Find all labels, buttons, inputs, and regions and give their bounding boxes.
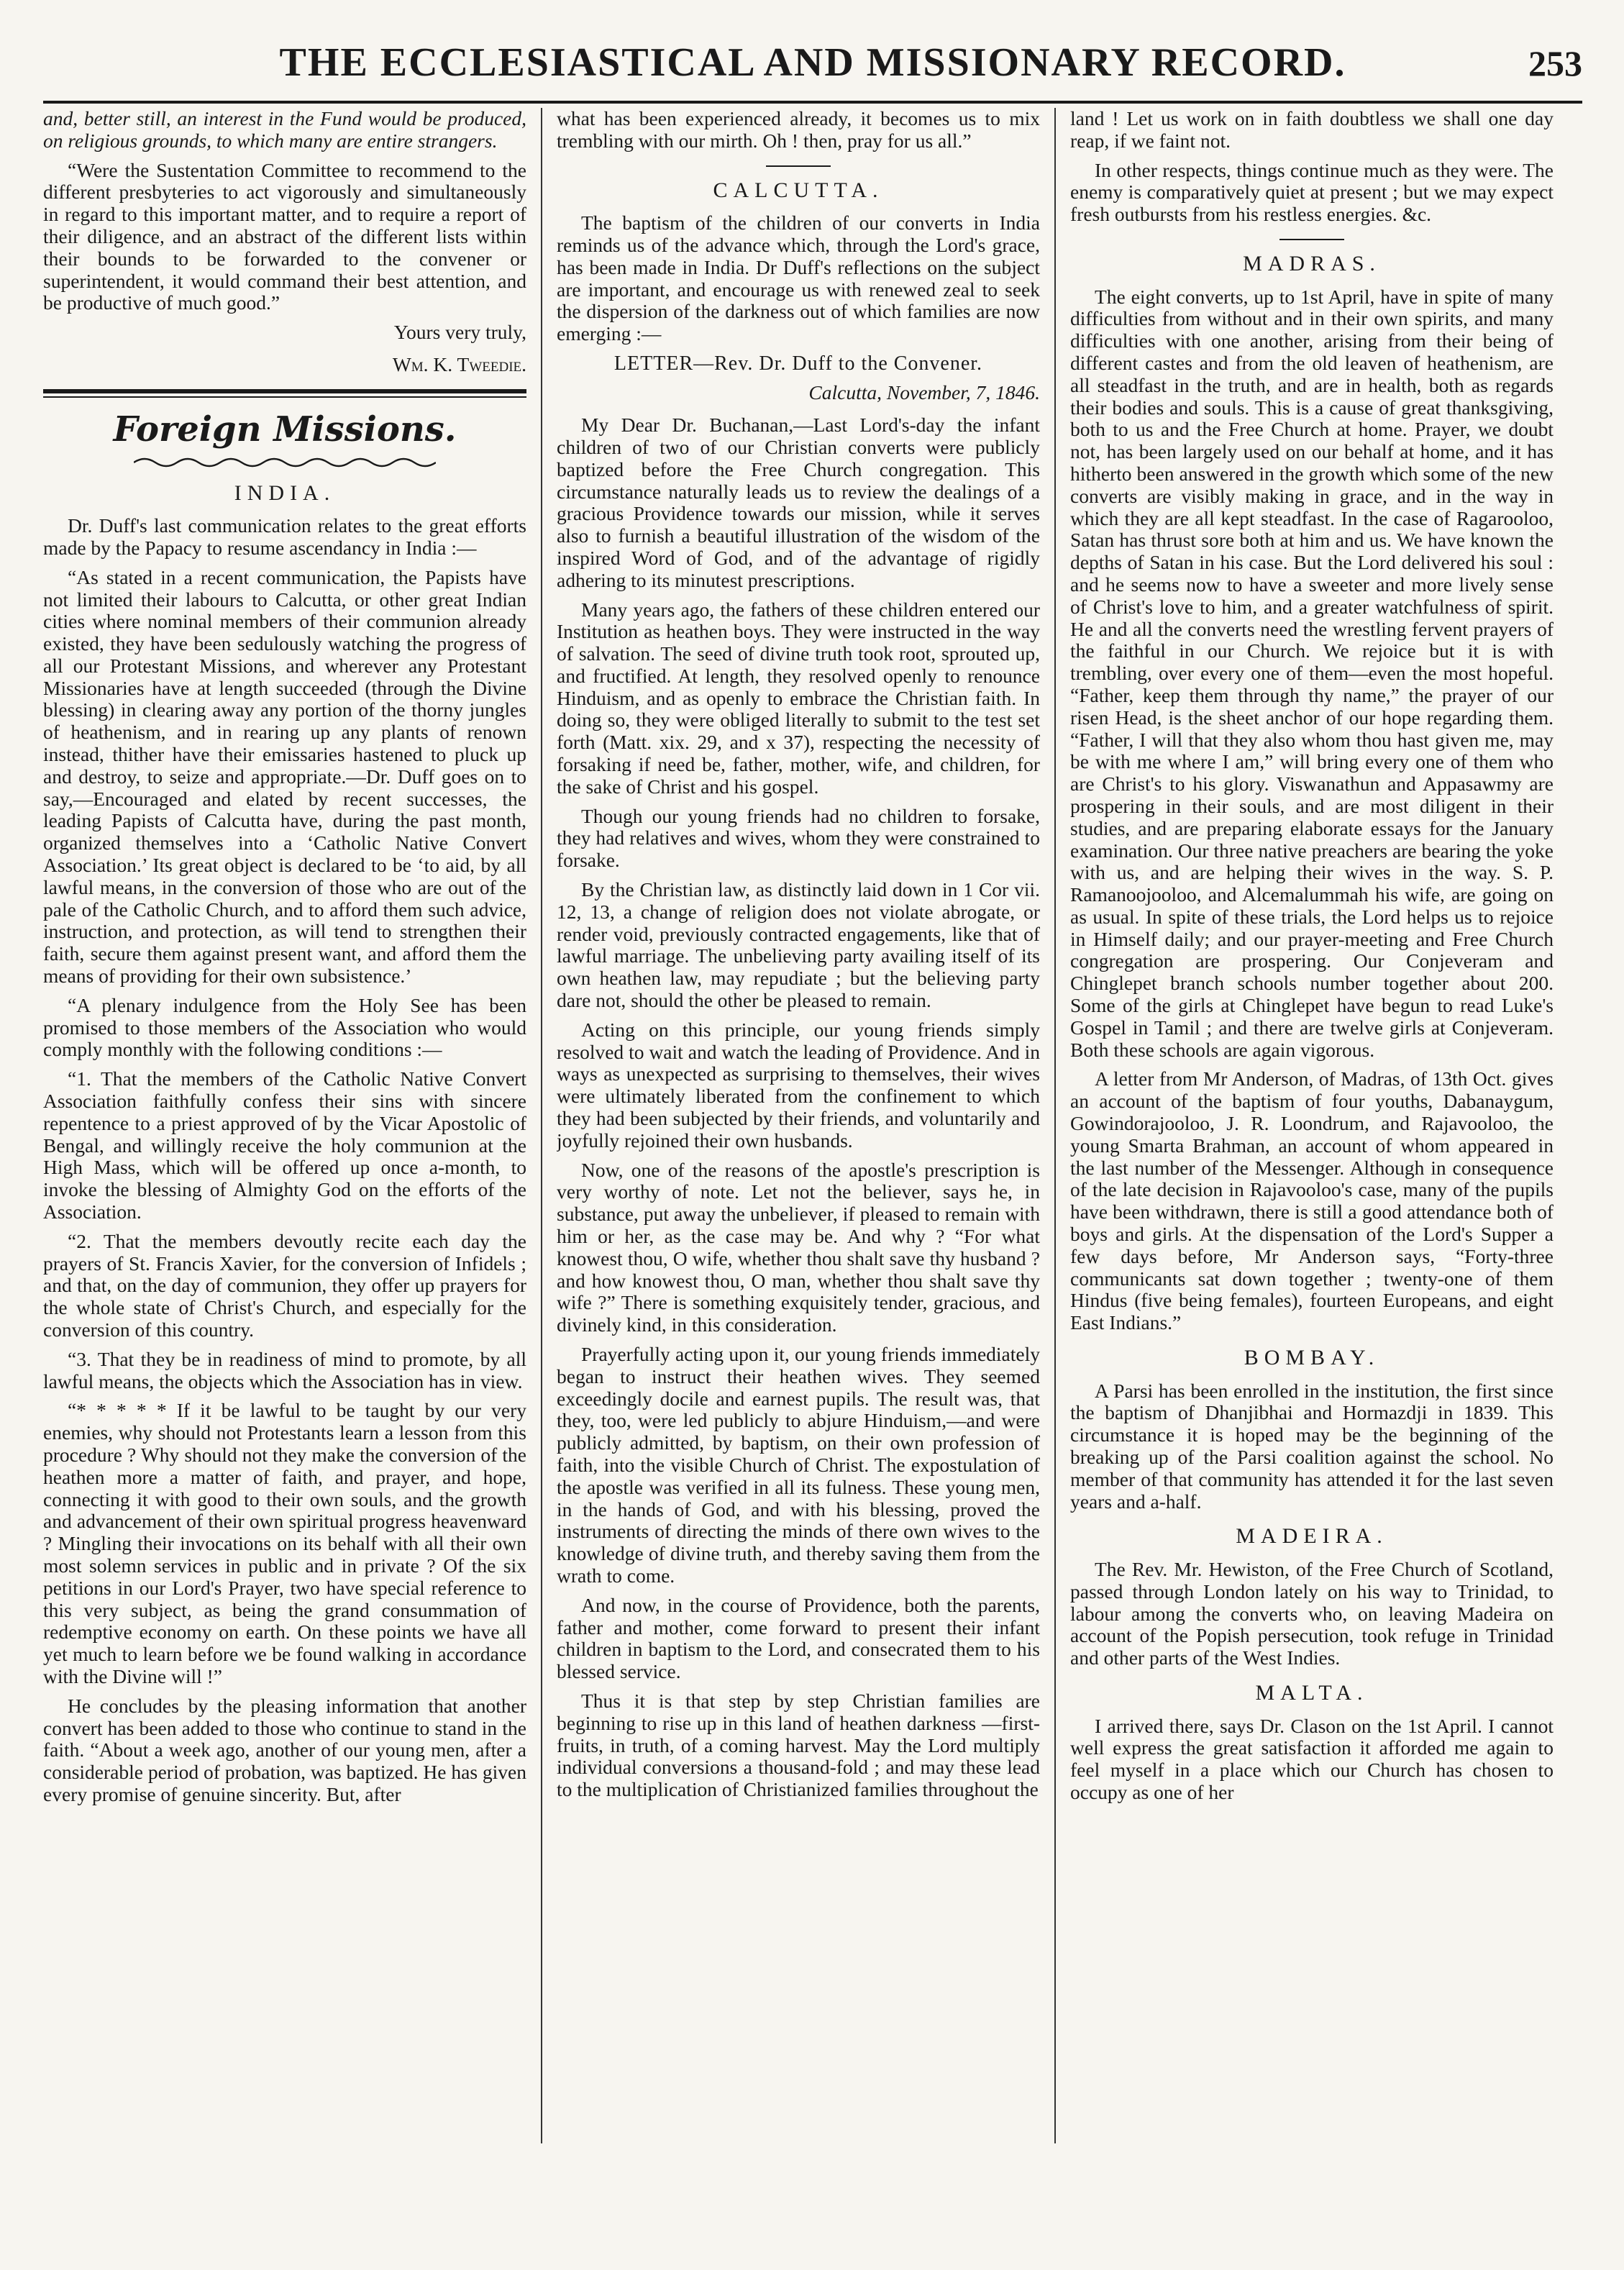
madras-heading: MADRAS. <box>1243 251 1381 275</box>
malta-heading: MALTA. <box>1255 1680 1369 1705</box>
separator-rule <box>766 165 831 167</box>
paragraph: In other respects, things continue much as they were. The enemy is comparatively quiet at present ; but we may expect fresh outbursts from his restless energies. &c. <box>1070 158 1554 226</box>
section-rule <box>43 389 526 393</box>
separator-rule <box>1279 239 1344 240</box>
paragraph: I arrived there, says Dr. Clason on the 1st April. I cannot well express the great satisfaction it afforded me again to feel myself in a place which our Church has chosen to occupy as one of her <box>1070 1714 1554 1803</box>
column-right <box>1070 108 1554 2143</box>
paragraph: Thus it is that step by step Christian families are beginning to rise up in this land of heathen darkness —first-fruits, in truth, of a coming harvest. May the Lord multiply individual conversions a thousand-fold ; and may these lead to the multiplication of Christianized families throughout the <box>557 1689 1040 1801</box>
paragraph: Prayerfully acting upon it, our young friends immediately began to instruct their heathen wives. They seemed exceedingly docile and earnest pupils. The result was, that they, too, were led publicly to abjure Hinduism,—and were publicly admitted, by baptism, on their own profession of faith, into the visible Church of Christ. The expostulation of the apostle was verified in all its fulness. These young men, in the hands of God, and with his blessing, proved the instruments of directing the minds of there own wives to the knowledge of divine truth, and thereby saving them from the wrath to come. <box>557 1343 1040 1587</box>
paragraph: A letter from Mr Anderson, of Madras, of 13th Oct. gives an account of the baptism of four youths, Dabanaygum, Gowindorajooloo, J. R. Loondrum, and Rajavooloo, the young Smarta Brahman, an account of whom appeared in the last number of the Messenger. Although in consequence of the late decision in Rajavooloo's case, many of the pupils have been withdrawn, there is still a good attendance both of boys and girls. At the dispensation of the Lord's Supper a few days before, Mr Anderson says, “Forty-three communicants sat down together ; twenty-one of them Hindus (five being females), fourteen Europeans, and eight East Indians.” <box>1070 1067 1554 1334</box>
section-rule <box>43 396 526 398</box>
paragraph: Though our young friends had no children to forsake, they had relatives and wives, whom they were constrained to forsake. <box>557 804 1040 872</box>
running-head: THE ECCLESIASTICAL AND MISSIONARY RECORD. <box>279 40 1346 85</box>
column-divider <box>1054 108 1056 2143</box>
paragraph: and, better still, an interest in the Fund would be produced, on religious grounds, to which many are entire strangers. <box>43 108 526 152</box>
india-heading: INDIA. <box>234 480 336 505</box>
paragraph: “2. That the members devoutly recite each day the prayers of St. Francis Xavier, for the conversion of Infidels ; and that, on the day of communion, they offer up prayers for the whole state of Christ's Church, and especially for the conversion of this country. <box>43 1229 526 1341</box>
section-title: Foreign Missions. <box>113 409 457 450</box>
paragraph: “Were the Sustentation Committee to recommend to the different presbyteries to act vigorously and simultaneously in regard to this important matter, and to require a report of their diligence, and an abstract of the different lists within their bounds to be forwarded to the convener or superintendent, it would command their best attention, and be productive of much good.” <box>43 158 526 314</box>
ornament-icon <box>134 455 436 470</box>
paragraph: “* * * * * If it be lawful to be taught by our very enemies, why should not Protestants learn a lesson from this procedure ? Why should not they make the conversion of the heathen more a matter of faith, and prayer, and hope, connecting it with good to their own souls, and the growth and advancement of their own spiritual progress heavenward ? Mingling their invocations on its behalf with all their own most solemn services in public and in private ? Of the six petitions in our Lord's Prayer, two have special reference to this very subject, as being the grand consummation of redemptive economy on earth. On these points we have all yet much to learn before we be found walking in accordance with the Divine will !” <box>43 1399 526 1687</box>
article-columns <box>43 108 1582 2143</box>
page-number: 253 <box>1528 43 1582 83</box>
paragraph: Now, one of the reasons of the apostle's prescription is very worthy of note. Let not the believer, says he, in substance, put away the unbeliever, if pleased to remain with him or her, as the case may be. And why ? “For what knowest thou, O wife, whether thou shalt save thy husband ? and how knowest thou, O man, whether thou shalt save thy wife ?” There is something exquisitely tender, gracious, and divinely kind, in this consideration. <box>557 1158 1040 1336</box>
calcutta-heading: CALCUTTA. <box>713 178 884 202</box>
column-middle <box>557 108 1040 2143</box>
paragraph: “As stated in a recent communication, the Papists have not limited their labours to Calcutta, or other great Indian cities where nominal members of their communion already existed, they have been sedulously watching the progress of all our Protestant Missions, and wherever any Protestant Missionaries have at length succeeded (through the Divine blessing) in clearing away any portion of the thorny jungles of heathenism, and in rearing up any plants of renown instead, thither have their emissaries hastened to pluck up and destroy, to seize and appropriate.—Dr. Duff goes on to say,—Encouraged and elated by recent successes, the leading Papists of Calcutta have, during the past month, organized themselves into a ‘Catholic Native Convert Association.’ Its great object is declared to be ‘to aid, by all lawful means, in the conversion of those who are out of the pale of the Catholic Church, and to afford them such advice, instruction, and protection, as will tend to strengthen their faith, secure them against present want, and afford them the means of providing for their own subsistence.’ <box>43 565 526 988</box>
paragraph: And now, in the course of Providence, both the parents, father and mother, come forward to present their infant children in baptism to the Lord, and consecrated them to his blessed service. <box>557 1593 1040 1683</box>
paragraph: My Dear Dr. Buchanan,—Last Lord's-day the infant children of two of our Christian converts were publicly baptized before the Free Church congregation. This circumstance naturally leads us to review the dealings of a gracious Providence towards our mission, while it serves also to furnish a beautiful illustration of the wisdom of the inspired Word of God, and of the advantage of rigidly adhering to its minutest prescriptions. <box>557 414 1040 591</box>
header-rule <box>43 101 1582 104</box>
letter-closing: Yours very truly, <box>393 321 526 344</box>
paragraph: The eight converts, up to 1st April, have in spite of many difficulties from without and in their own spirits, and many difficulties with one another, arising from their being of different castes and from the old leaven of heathenism, are all steadfast in the truth, and are in health, both as regards their bodies and souls. This is a cause of great thanksgiving, both to us and the Free Church at home. Prayer, we doubt not, has been largely used on our behalf at home, and it has hitherto been answered in the growth which some of the new converts are visibly making in grace, and in the way in which they are all kept steadfast. In the case of Ragarooloo, Satan has thrust sore both at him and us. We have known the depths of Satan in his case. But the Lord delivered his soul : and he seems now to have a sweeter and more lively sense of Christ's love to him, and a greater watchfulness of spirit. He and all the converts need the wrestling fervent prayers of the faithful in our Church. We rejoice but it is with trembling, over every one of them—even the most hopeful. “Father, keep them through thy name,” the prayer of our risen Head, is the sheet anchor of our hope regarding them. “Father, I will that they also whom thou hast given me, may be with me where I am,” will bring every one of them who are Christ's to his glory. Viswanathun and Appasawmy are prospering in their souls, and are most diligent in their studies, and are preparing elaborate essays for the January examination. Our three native preachers are bearing the yoke with us, and are helping their wives in the way. S. P. Ramanoojooloo, and Alcemalummah his wife, are going on as usual. In spite of these trials, the Lord helps us to rejoice in Himself daily; and our prayer-meeting and Free Church congregation are prospering. Our Conjeveram and Chinglepet branch schools number together about 200. Some of the girls at Chinglepet have begun to read Luke's Gospel in Tamil ; and there are twelve girls at Conjeveram. Both these schools are again vigorous. <box>1070 285 1554 1061</box>
column-divider <box>541 108 542 2143</box>
paragraph: Many years ago, the fathers of these children entered our Institution as heathen boys. They were instructed in the way of salvation. The seed of divine truth took root, sprouted up, and fructified. At length, they resolved openly to renounce Hinduism, and as openly to embrace the Christian faith. In doing so, they were obliged literally to submit to the test set forth (Matt. xix. 29, and x 37), respecting the necessity of forsaking if need be, father, mother, wife, and children, for the sake of Christ and his gospel. <box>557 598 1040 798</box>
paragraph: Acting on this principle, our young friends simply resolved to wait and watch the leading of Providence. And in ways as unexpected as surprising to themselves, their wives were ultimately liberated from the confinement to which they had been subjected by their friends, and voluntarily and joyfully rejoined their own husbands. <box>557 1018 1040 1152</box>
paragraph: what has been experienced already, it becomes us to mix trembling with our mirth. Oh ! then, pray for us all.” <box>557 108 1040 152</box>
paragraph: “3. That they be in readiness of mind to promote, by all lawful means, the objects which the Association has in view. <box>43 1347 526 1392</box>
page-header <box>43 40 1582 104</box>
paragraph: The baptism of the children of our converts in India reminds us of the advance which, through the Lord's grace, has been made in India. Dr Duff's reflections on the subject are important, and encourage us with renewed zeal to seek the dispersion of the darkness out of which families are now emerging :— <box>557 211 1040 345</box>
paragraph: By the Christian law, as distinctly laid down in 1 Cor vii. 12, 13, a change of religion does not violate abrogate, or render void, previously contracted engagements, like that of lawful marriage. The unbelieving party availing itself of its own heathen law, may repudiate ; but the believing party dare not, should the other be pleased to remain. <box>557 878 1040 1012</box>
letter-signature: Wm. K. Tweedie. <box>392 352 526 375</box>
bombay-heading: BOMBAY. <box>1244 1346 1380 1370</box>
paragraph: A Parsi has been enrolled in the institution, the first since the baptism of Dhanjibhai and Hormazdji in 1839. This circumstance it is hoped may be the beginning of the breaking up of the Parsi coalition against the school. No member of that community has attended it for the last seven years and a-half. <box>1070 1379 1554 1513</box>
paragraph: land ! Let us work on in faith doubtless we shall one day reap, if we faint not. <box>1070 108 1554 152</box>
madeira-heading: MADEIRA. <box>1236 1524 1388 1549</box>
letter-heading: LETTER—Rev. Dr. Duff to the Convener. <box>613 352 983 375</box>
paragraph: “1. That the members of the Catholic Native Convert Association faithfully confess their sins with sincere repentence to a priest approved of by the Vicar Apostolic of Bengal, and willingly receive the holy communion at the High Mass, which will be offered up once a-month, to invoke the blessing of Almighty God on the efforts of the Association. <box>43 1067 526 1223</box>
letter-dateline: Calcutta, November, 7, 1846. <box>808 381 1040 404</box>
paragraph: Dr. Duff's last communication relates to the great efforts made by the Papacy to resume ascendancy in India :— <box>43 514 526 559</box>
paragraph: “A plenary indulgence from the Holy See has been promised to those members of the Association who would comply monthly with the following conditions :— <box>43 993 526 1061</box>
column-left <box>43 108 526 2143</box>
paragraph: The Rev. Mr. Hewiston, of the Free Church of Scotland, passed through London lately on his way to Trinidad, to labour among the converts who, on leaving Madeira on account of the Popish persecution, took refuge in Trinidad and other parts of the West Indies. <box>1070 1558 1554 1669</box>
paragraph: He concludes by the pleasing information that another convert has been added to those who continue to stand in the faith. “About a week ago, another of our young men, after a considerable period of probation, was baptized. He has given every promise of genuine sincerity. But, after <box>43 1694 526 1805</box>
